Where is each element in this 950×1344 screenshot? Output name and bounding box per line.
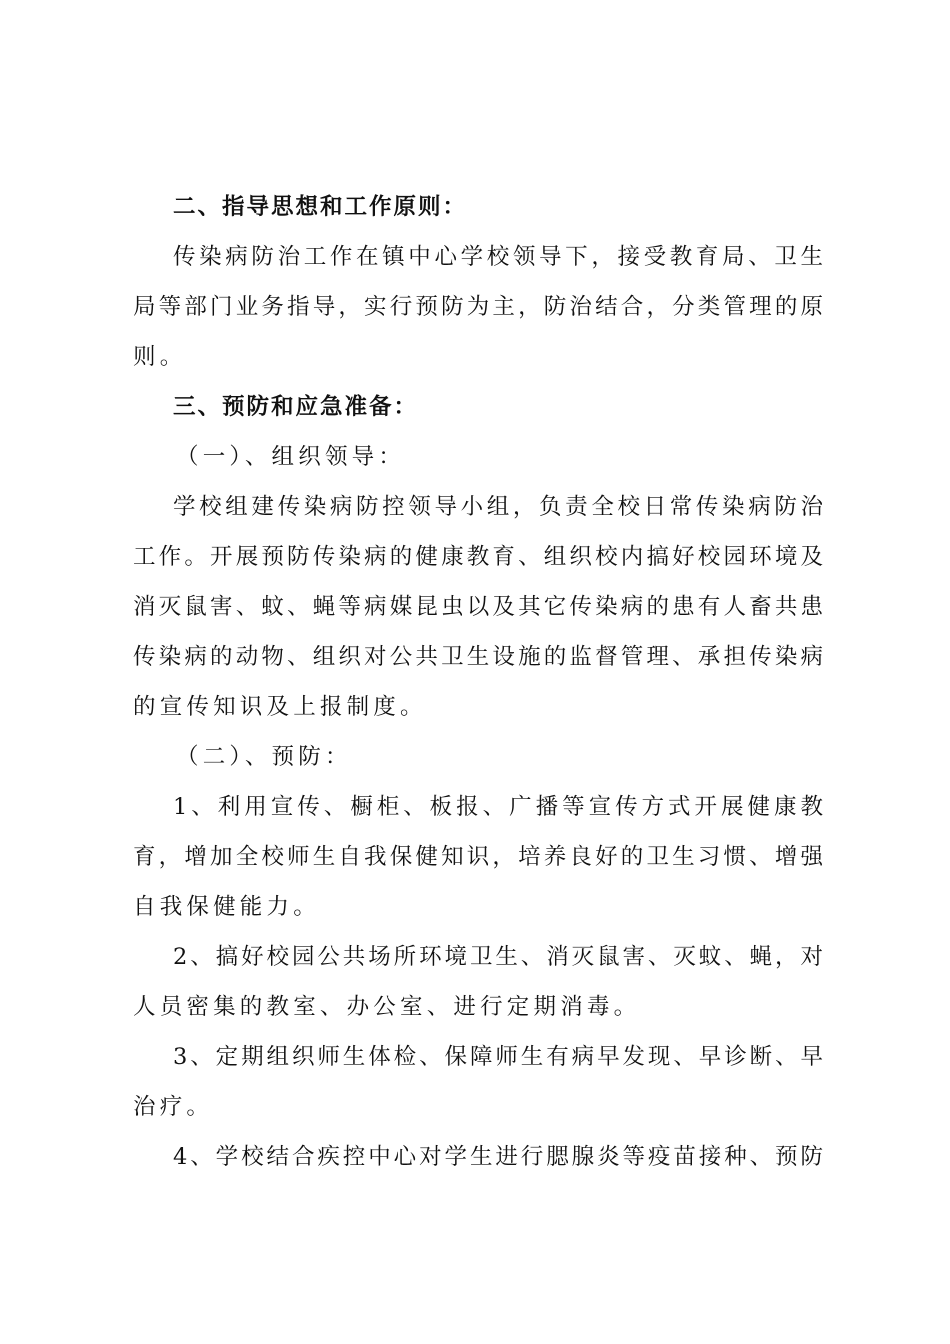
subsection-heading-organization: （一）、组织领导： [176,444,406,470]
list-item-line: 自我保健能力。 [133,894,320,920]
list-item-line: 3、定期组织师生体检、保障师生有病早发现、早诊断、早 [173,1044,823,1070]
paragraph-line: 局等部门业务指导，实行预防为主，防治结合，分类管理的原 [133,294,823,320]
paragraph-line: 工作。开展预防传染病的健康教育、组织校内搞好校园环境及 [133,544,823,570]
paragraph-line: 的宣传知识及上报制度。 [133,694,427,720]
list-item-line: 育，增加全校师生自我保健知识，培养良好的卫生习惯、增强 [133,844,823,870]
list-item-line: 4、学校结合疾控中心对学生进行腮腺炎等疫苗接种、预防 [173,1144,823,1170]
section-heading-prevention-preparedness: 三、预防和应急准备： [173,394,419,420]
list-item-line: 治疗。 [133,1094,214,1120]
paragraph-line: 则。 [133,344,187,370]
subsection-heading-prevention: （二）、预防： [176,744,352,770]
list-item-line: 1、利用宣传、橱柜、板报、广播等宣传方式开展健康教 [173,794,823,820]
paragraph-line: 学校组建传染病防控领导小组，负责全校日常传染病防治 [173,494,823,520]
paragraph-line: 消灭鼠害、蚊、蝇等病媒昆虫以及其它传染病的患有人畜共患 [133,594,823,620]
paragraph-line: 传染病防治工作在镇中心学校领导下，接受教育局、卫生 [173,244,823,270]
section-heading-guiding-principles: 二、指导思想和工作原则： [173,194,468,220]
list-item-line: 2、搞好校园公共场所环境卫生、消灭鼠害、灭蚊、蝇，对 [173,944,823,970]
list-item-line: 人员密集的教室、办公室、进行定期消毒。 [133,994,641,1020]
paragraph-line: 传染病的动物、组织对公共卫生设施的监督管理、承担传染病 [133,644,823,670]
